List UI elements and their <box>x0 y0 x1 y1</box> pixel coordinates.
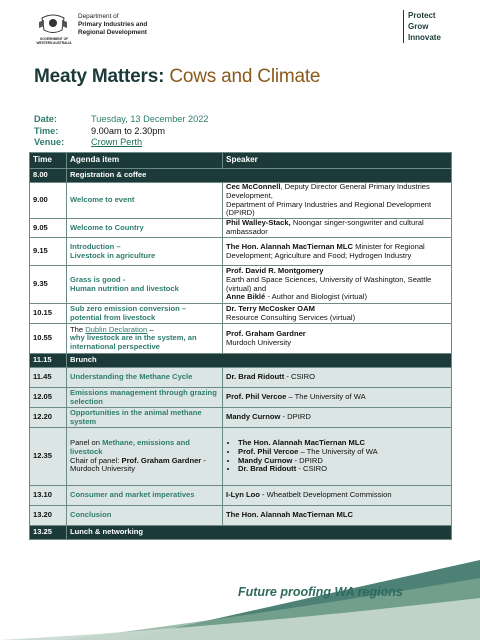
speaker-detail: , Deputy Director General Primary Industries Development, <box>226 182 430 200</box>
department-line: Primary Industries and <box>78 21 148 28</box>
time-label: Time: <box>34 125 59 136</box>
wa-crest-logo <box>38 12 68 36</box>
speaker-detail: - DPIRD <box>280 412 311 422</box>
speaker-cell <box>223 388 452 408</box>
time-cell: 9.05 <box>30 219 67 238</box>
time-cell: 9.15 <box>30 238 67 266</box>
item-cell: Welcome to Country <box>67 219 223 238</box>
department-name <box>78 13 147 37</box>
time-cell: 11.45 <box>30 368 67 388</box>
item-cell <box>67 266 223 304</box>
chair-name: Prof. Graham Gardner <box>121 455 202 465</box>
item-cell: Registration & coffee <box>67 169 452 183</box>
speaker-cell <box>223 324 452 354</box>
item-cell: Welcome to event <box>67 183 223 219</box>
time-cell: 11.15 <box>30 354 67 368</box>
time-cell: 9.35 <box>30 266 67 304</box>
speaker-name: Prof. Phil Vercoe <box>238 446 299 456</box>
chair-detail: - Murdoch University <box>70 455 206 474</box>
column-header: Time <box>30 153 67 169</box>
table-row <box>30 324 452 354</box>
speaker-cell <box>223 506 452 526</box>
table-row <box>30 526 452 540</box>
speaker-name: Prof. David R. Montgomery <box>226 266 324 276</box>
department-line: Department of <box>78 13 119 20</box>
speaker-name: Prof. Graham Gardner <box>226 328 306 338</box>
speaker-name: The Hon. Alannah MacTiernan MLC <box>226 510 353 520</box>
time-cell: 13.25 <box>30 526 67 540</box>
table-row <box>30 266 452 304</box>
table-row <box>30 219 452 238</box>
tagline-line: Grow <box>408 22 429 31</box>
item-cell: Lunch & networking <box>67 526 452 540</box>
speaker-name: Anne Biklé <box>226 292 266 302</box>
speaker-cell <box>223 486 452 506</box>
item-cell: Emissions management through grazing selection <box>67 388 223 408</box>
speaker-cell <box>223 183 452 219</box>
date-value: Tuesday, 13 December 2022 <box>91 114 209 124</box>
crest-caption-line: WESTERN AUSTRALIA <box>36 40 72 45</box>
speaker-cell <box>223 266 452 304</box>
speaker-name: The Hon. Alannah MacTiernan MLC <box>226 241 353 251</box>
item-text: Panel on <box>70 438 100 448</box>
item-text: Methane, emissions and livestock <box>70 438 190 456</box>
time-cell: 8.00 <box>30 169 67 183</box>
time-cell: 12.05 <box>30 388 67 408</box>
table-row <box>30 304 452 324</box>
speaker-detail: – The University of WA <box>286 392 366 402</box>
speaker-detail: - DPIRD <box>292 455 323 465</box>
item-text: – <box>147 324 154 334</box>
speaker-detail: - CSIRO <box>296 464 328 474</box>
chair-label: Chair of panel: <box>70 455 122 465</box>
item-cell: Sub zero emission conversion – potential from livestock <box>67 304 223 324</box>
item-text: The <box>70 324 86 334</box>
item-cell: Conclusion <box>67 506 223 526</box>
table-row <box>30 183 452 219</box>
title-part: Meaty Matters: <box>34 66 165 87</box>
table-row <box>30 169 452 183</box>
item-cell <box>67 238 223 266</box>
speaker-name: Mandy Curnow <box>226 412 281 422</box>
time-cell: 12.35 <box>30 428 67 486</box>
time-cell: 13.20 <box>30 506 67 526</box>
table-row <box>30 408 452 428</box>
item-line: Human nutrition and livestock <box>70 283 179 293</box>
time-cell: 10.15 <box>30 304 67 324</box>
time-cell: 12.20 <box>30 408 67 428</box>
title-part: Cows and Climate <box>164 66 321 87</box>
table-row <box>30 486 452 506</box>
speaker-detail: – The University of WA <box>298 446 378 456</box>
speaker-detail: Murdoch University <box>226 337 291 347</box>
speaker-name: Dr. Brad Ridoutt <box>226 372 285 382</box>
time-cell: 9.00 <box>30 183 67 219</box>
speaker-detail: Noongar singer-songwriter and cultural ambassador <box>226 218 424 236</box>
tagline-line: Protect <box>408 11 436 20</box>
column-header: Agenda item <box>67 153 223 169</box>
speaker-name: Cec McConnell <box>226 182 281 192</box>
speaker-detail: Department of Primary Industries and Regional Development (DPIRD) <box>226 199 432 218</box>
speaker-name: Phil Walley-Stack, <box>226 218 291 228</box>
dublin-declaration-link[interactable]: Dublin Declaration <box>85 324 148 334</box>
date-label: Date: <box>34 114 57 124</box>
item-cell: Understanding the Methane Cycle <box>67 368 223 388</box>
list-item <box>238 465 448 474</box>
speaker-name: I-Lyn Loo <box>226 490 260 500</box>
table-row <box>30 388 452 408</box>
item-cell: Opportunities in the animal methane system <box>67 408 223 428</box>
speaker-detail: - CSIRO <box>284 372 316 382</box>
speaker-cell <box>223 368 452 388</box>
table-header-row <box>30 153 452 169</box>
table-row <box>30 354 452 368</box>
speaker-cell <box>223 408 452 428</box>
decorative-swoosh <box>0 560 480 640</box>
speaker-name: Dr. Brad Ridoutt <box>238 464 297 474</box>
time-cell: 10.55 <box>30 324 67 354</box>
time-cell: 13.10 <box>30 486 67 506</box>
venue-label: Venue: <box>34 137 65 147</box>
item-line: why livestock are in the system, an international perspective <box>70 333 197 351</box>
item-cell <box>67 324 223 354</box>
page-title <box>34 66 320 88</box>
speaker-name: Dr. Terry McCosker OAM <box>226 303 315 313</box>
table-row <box>30 428 452 486</box>
panel-list <box>226 439 448 473</box>
item-cell: Brunch <box>67 354 452 368</box>
table-row <box>30 238 452 266</box>
item-cell: Consumer and market imperatives <box>67 486 223 506</box>
venue-link[interactable]: Crown Perth <box>91 137 143 147</box>
speaker-detail: Resource Consulting Services (virtual) <box>226 312 356 322</box>
speaker-cell <box>223 428 452 486</box>
department-line: Regional Development <box>78 29 147 36</box>
table-row <box>30 506 452 526</box>
item-line: Livestock in agriculture <box>70 250 156 260</box>
footer-slogan: Future proofing WA regions <box>238 585 403 599</box>
speaker-name: Mandy Curnow <box>238 455 293 465</box>
speaker-detail: - Author and Biologist (virtual) <box>265 292 367 302</box>
tagline-line: Innovate <box>408 33 441 42</box>
table-row <box>30 368 452 388</box>
tagline <box>403 10 441 43</box>
item-line: Introduction – <box>70 241 121 251</box>
speaker-cell <box>223 304 452 324</box>
time-value: 9.00am to 2.30pm <box>91 125 166 136</box>
speaker-name: The Hon. Alannah MacTiernan MLC <box>238 438 365 448</box>
item-cell <box>67 428 223 486</box>
agenda-table <box>29 152 452 540</box>
speaker-detail: Earth and Space Sciences, University of Washington, Seattle (virtual) and <box>226 274 432 293</box>
speaker-name: Prof. Phil Vercoe <box>226 392 287 402</box>
speaker-detail: - Wheatbelt Development Commission <box>259 490 392 500</box>
speaker-cell <box>223 219 452 238</box>
speaker-cell <box>223 238 452 266</box>
crest-caption <box>34 38 74 45</box>
event-details <box>34 114 208 149</box>
speaker-detail: Minister for Regional Development; Agriculture and Food; Hydrogen Industry <box>226 241 425 260</box>
column-header: Speaker <box>223 153 452 169</box>
crest-caption-line: GOVERNMENT OF <box>39 37 69 41</box>
item-line: Grass is good - <box>70 274 126 284</box>
